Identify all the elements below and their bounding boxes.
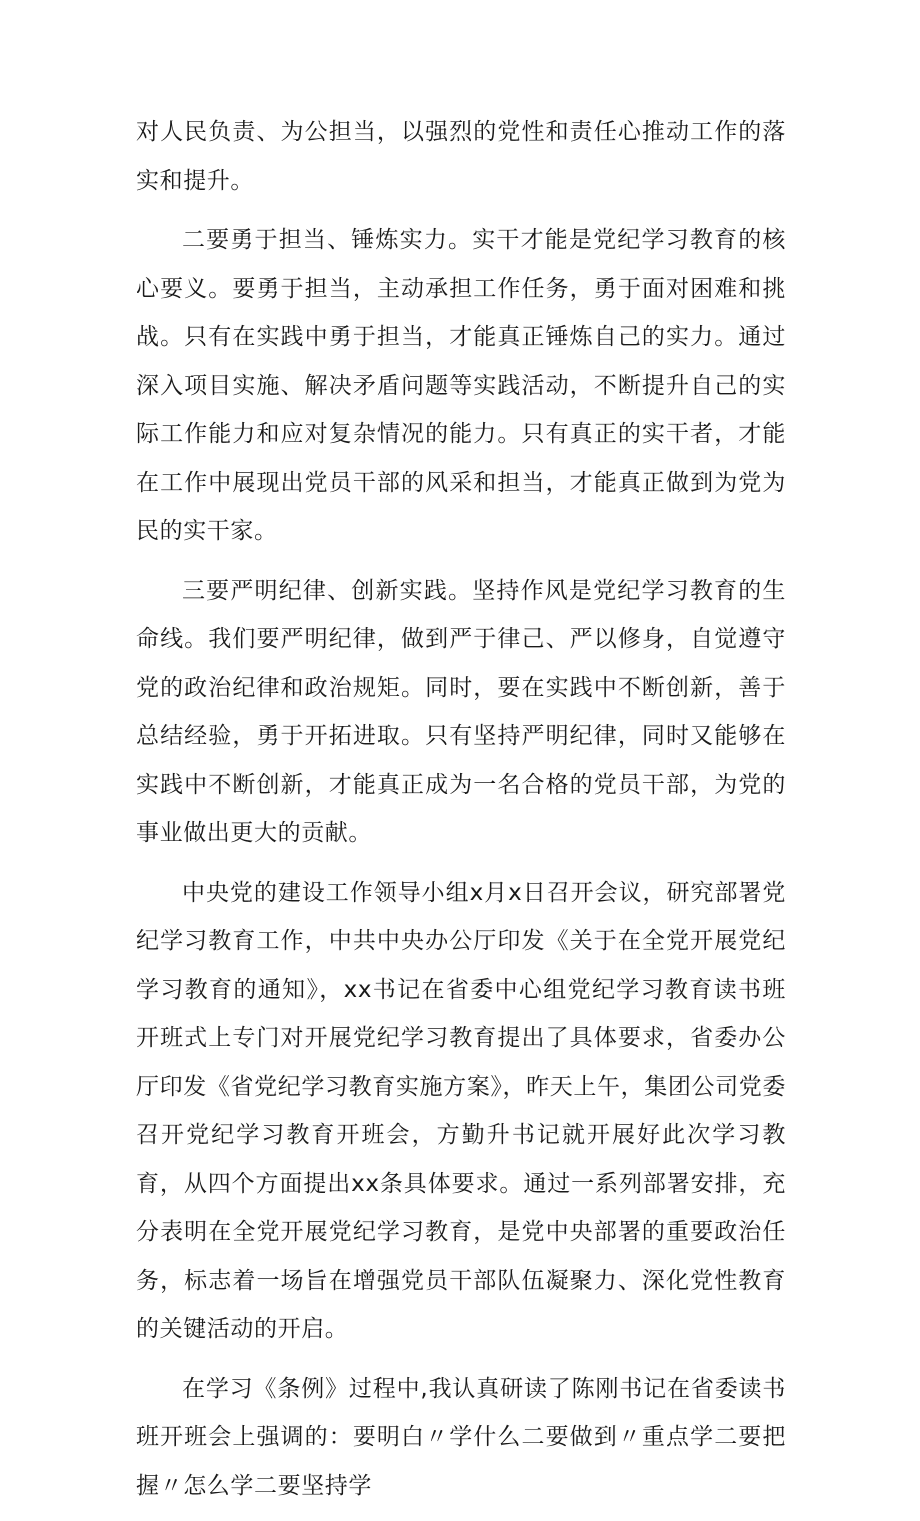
paragraph-3: 三要严明纪律、创新实践。坚持作风是党纪学习教育的生命线。我们要严明纪律，做到严于律己、严以修身，自觉遵守党的政治纪律和政治规矩。同时，要在实践中不断创新，善于总结经验，勇于开拓进取。只有坚持严明纪律，同时又能够在实践中不断创新，才能真正成为一名合格的党员干部，为党的事业做出更大的贡献。 bbox=[136, 577, 786, 846]
paragraph-2: 二要勇于担当、锤炼实力。实干才能是党纪学习教育的核心要义。要勇于担当，主动承担工作任务，勇于面对困难和挑战。只有在实践中勇于担当，才能真正锤炼自己的实力。通过深入项目实施、解决矛盾问题等实践活动，不断提升自己的实际工作能力和应对复杂情况的能力。只有真正的实干者，才能在工作中展现出党员干部的风采和担当，才能真正做到为党为民的实干家。 bbox=[136, 227, 786, 544]
paragraph-4: 中央党的建设工作领导小组x月x日召开会议，研究部署党纪学习教育工作，中共中央办公厅印发《关于在全党开展党纪学习教育的通知》，xx书记在省委中心组党纪学习教育读书班开班式上专门对开展党纪学习教育提出了具体要求，省委办公厅印发《省党纪学习教育实施方案》，昨天上午，集团公司党委召开党纪学习教育开班会，方勤升书记就开展好此次学习教育，从四个方面提出xx条具体要求。通过一系列部署安排，充分表明在全党开展党纪学习教育，是党中央部署的重要政治任务，标志着一场旨在增强党员干部队伍凝聚力、深化党性教育的关键活动的开启。 bbox=[136, 879, 786, 1342]
paragraph-1: 对人民负责、为公担当，以强烈的党性和责任心推动工作的落实和提升。 bbox=[136, 119, 786, 194]
document-body bbox=[136, 108, 786, 1521]
paragraph-5: 在学习《条例》过程中,我认真研读了陈刚书记在省委读书班开班会上强调的：要明白〃学什么二要做到〃重点学二要把握〃怎么学二要坚持学 bbox=[136, 1375, 786, 1499]
